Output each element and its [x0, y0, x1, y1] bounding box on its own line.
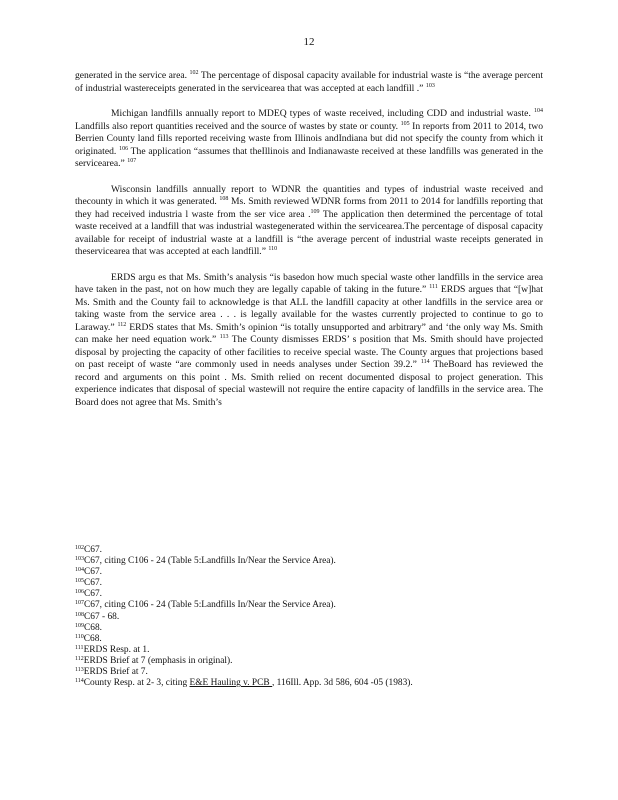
paragraph — [75, 108, 543, 171]
paragraph — [75, 184, 543, 259]
footnote-text: ERDS Brief at 7. — [83, 667, 148, 678]
footnote-ref: 111 — [429, 284, 438, 290]
footnote-text: C67 - 68. — [84, 611, 120, 622]
footnote-number: 107 — [75, 600, 84, 607]
footnote-ref: 106 — [119, 145, 129, 152]
footnote — [75, 667, 545, 678]
footnote-text-rest: , 116Ill. App. 3d 586, 604 -05 (1983). — [271, 678, 413, 689]
footnote-ref: 112 — [117, 321, 127, 328]
footnote — [75, 612, 545, 623]
footnote-text: C67, citing C106 - 24 (Table 5:Landfills In/Near the Service Area). — [84, 556, 336, 567]
footnote — [75, 656, 545, 667]
paragraph-text: ERDS argu es that Ms. Smith’s analysis “is basedon how much special waste other landfills in the service area have taken in the past, not on how much they are legally capable of taking in the future.” — [75, 271, 543, 295]
footnote-ref: 110 — [268, 246, 278, 252]
footnote — [75, 645, 545, 656]
paragraph-text: In reports from 2011 to 2014, two Berrien County land fills reported receiving waste from Illinois andIndiana but did not specify the county from which it originated. — [75, 120, 543, 157]
footnote — [75, 545, 545, 556]
paragraph-text: The application then determined the percentage of total waste received at a landfill that was industrial wastegenerated within the servicearea.The percentage of disposal capacity available for receipt of industrial waste at a landfill is “the average percent of industrial waste receipts generated in theservicearea that was accepted at each landfill.” — [75, 208, 544, 257]
paragraph-text: Michigan landfills annually report to MDEQ types of waste received, including CDD and industrial waste. — [111, 108, 534, 119]
footnote — [75, 578, 545, 589]
footnote-number: 103 — [75, 556, 84, 563]
footnotes — [75, 545, 545, 689]
footnote-text: C67. — [84, 578, 102, 589]
footnote — [75, 556, 545, 567]
footnote-ref: 113 — [219, 334, 229, 340]
footnote-number: 102 — [75, 545, 84, 551]
footnote-ref: 107 — [127, 158, 137, 164]
footnote-number: 113 — [75, 667, 84, 674]
footnote-number: 112 — [75, 655, 84, 662]
paragraph-text: Wisconsin landfills annually report to WDNR the quantities and types of industrial waste received and thecounty in which it was generated. — [75, 183, 543, 207]
paragraph-text: The County dismisses ERDS’ s position that Ms. Smith should have projected disposal by projecting the capacity of other facilities to receive special waste. The County argues that projections based on past receipt of waste “are commonly used in needs analyses under Section 39.2.” — [75, 334, 544, 370]
footnote-number: 114 — [75, 678, 84, 685]
footnote-text: C67. — [84, 545, 102, 555]
footnote-number: 105 — [75, 578, 84, 585]
footnote-ref: 103 — [425, 82, 435, 89]
footnote-ref: 109 — [310, 208, 320, 215]
footnote-text: C67. — [84, 567, 102, 578]
footnote-ref: 105 — [400, 120, 410, 127]
footnote-number: 109 — [75, 622, 84, 629]
footnote-text: C67. — [84, 589, 102, 600]
paragraph-text: Landfills also report quantities received and the source of wastes by state or county. — [75, 120, 401, 132]
footnote — [75, 600, 545, 611]
footnote-number: 106 — [75, 589, 84, 596]
footnote — [75, 589, 545, 600]
footnote-number: 104 — [75, 567, 84, 574]
paragraph-text: The application “assumes that theIllinois and Indianawaste received at these landfills was generated in the servicearea.” — [75, 145, 543, 169]
footnote — [75, 623, 545, 634]
case-citation: E&E Hauling v. PCB — [189, 678, 272, 689]
paragraph-text: ERDS states that Ms. Smith’s opinion “is totally unsupported and arbitrary” and ‘the only way Ms. Smith can make her need equation work.” — [75, 321, 543, 345]
paragraph — [75, 70, 543, 95]
footnote-ref: 114 — [420, 359, 430, 365]
footnote-ref: 104 — [534, 108, 543, 114]
footnote-number: 111 — [75, 644, 84, 651]
footnote-text: ERDS Brief at 7 (emphasis in original). — [83, 655, 233, 666]
page-number: 12 — [303, 36, 315, 48]
footnote-ref: 108 — [219, 196, 229, 202]
footnote-number: 110 — [75, 633, 84, 640]
footnote-text: C67, citing C106 - 24 (Table 5:Landfills In/Near the Service Area). — [84, 600, 336, 611]
body-text — [75, 70, 543, 422]
paragraph-text: TheBoard has reviewed the record and arguments on this point . Ms. Smith relied on recent documented disposal to project generation. This experience indicates that disposal of special wastewill not require the entire capacity of landfills in the service area. The Board does not agree that Ms. Smith’s — [75, 359, 543, 408]
footnote — [75, 567, 545, 578]
footnote-text: ERDS Resp. at 1. — [83, 644, 150, 655]
paragraph-text: generated in the service area. — [75, 70, 190, 81]
paragraph-text: The percentage of disposal capacity available for industrial waste is “the average percent of industrial wastereceipts generated in the servicearea that was accepted at each landfill .” — [75, 70, 543, 94]
paragraph-text: Ms. Smith reviewed WDNR forms from 2011 to 2014 for landfills reporting that they had received industria l waste from the ser vice area . — [75, 196, 543, 220]
footnote-text: County Resp. at 2- 3, citing — [83, 678, 190, 689]
footnote — [75, 634, 545, 645]
paragraph-text: ERDS argues that “[w]hat Ms. Smith and the County fail to acknowledge is that ALL the landfill capacity at other landfills in the service area or taking waste from the service area . . . is legally available for the wastes currently projected to continue to go to Laraway.” — [75, 284, 543, 333]
footnote — [75, 678, 545, 689]
paragraph — [75, 272, 543, 410]
footnote-text: C68. — [84, 622, 102, 633]
footnote-ref: 102 — [189, 70, 199, 76]
footnote-text: C68. — [83, 633, 102, 644]
footnote-number: 108 — [75, 611, 84, 618]
